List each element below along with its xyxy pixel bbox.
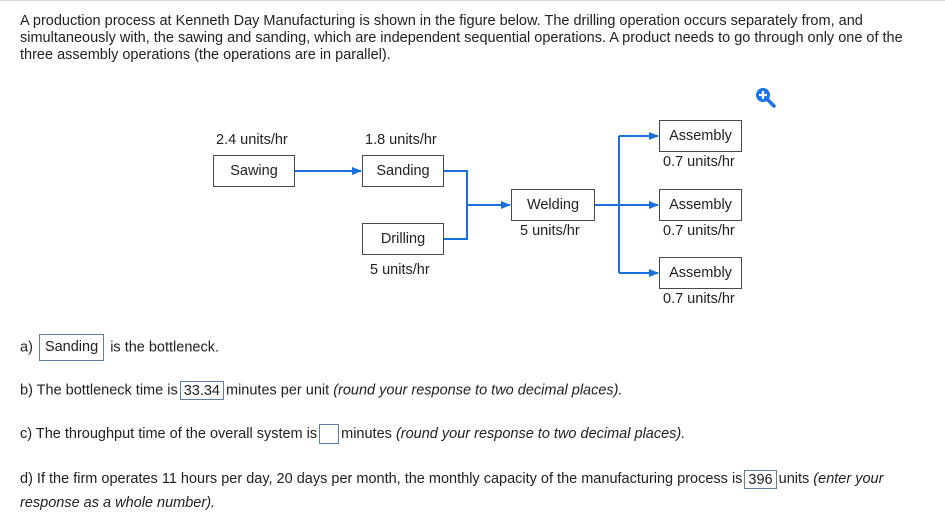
question-d — [20, 467, 935, 515]
welding-rate: 5 units/hr — [520, 223, 580, 239]
drilling-rate: 5 units/hr — [370, 262, 430, 278]
assembly-node-2: Assembly — [659, 189, 742, 221]
sawing-rate: 2.4 units/hr — [216, 132, 288, 148]
question-b-prefix: b) The bottleneck time is — [20, 382, 178, 399]
question-b — [20, 381, 623, 400]
monthly-capacity-input[interactable]: 396 — [744, 470, 776, 489]
question-c-suffix: minutes — [341, 425, 392, 442]
assembly-rate-2: 0.7 units/hr — [663, 223, 735, 239]
top-divider — [0, 0, 945, 1]
sanding-node: Sanding — [362, 155, 444, 187]
question-d-note: (enter your response as a whole number). — [20, 471, 884, 511]
question-d-prefix: d) If the firm operates 11 hours per day, 20 days per month, the monthly capacity of the manufacturing process is — [20, 471, 743, 487]
throughput-time-input[interactable] — [319, 424, 339, 444]
question-d-suffix: units — [778, 471, 810, 487]
drilling-node: Drilling — [362, 223, 444, 255]
line-sanding-out — [444, 171, 467, 239]
assembly-node-1: Assembly — [659, 120, 742, 152]
question-b-note: (round your response to two decimal places). — [333, 382, 623, 399]
question-a-prefix: a) — [20, 339, 33, 356]
question-c — [20, 424, 685, 444]
bottleneck-time-input[interactable]: 33.34 — [180, 381, 224, 400]
bottleneck-answer-dropdown[interactable]: Sanding — [39, 334, 104, 361]
question-c-prefix: c) The throughput time of the overall system is — [20, 425, 318, 442]
assembly-rate-3: 0.7 units/hr — [663, 291, 735, 307]
sawing-node: Sawing — [213, 155, 295, 187]
assembly-node-3: Assembly — [659, 257, 742, 289]
zoom-in-icon[interactable] — [754, 86, 776, 108]
question-b-suffix: minutes per unit — [226, 382, 330, 399]
sanding-rate: 1.8 units/hr — [365, 132, 437, 148]
question-c-note: (round your response to two decimal places). — [395, 425, 686, 442]
problem-statement: A production process at Kenneth Day Manufacturing is shown in the figure below. The drilling operation occurs separately from, and simultaneously with, the sawing and sanding, which are independent sequential operations. A product needs to go through only one of the three assembly operations (the operations are in parallel). — [20, 13, 903, 63]
welding-node: Welding — [511, 189, 595, 221]
question-a — [20, 334, 219, 361]
question-a-suffix: is the bottleneck. — [110, 339, 220, 356]
assembly-rate-1: 0.7 units/hr — [663, 154, 735, 170]
